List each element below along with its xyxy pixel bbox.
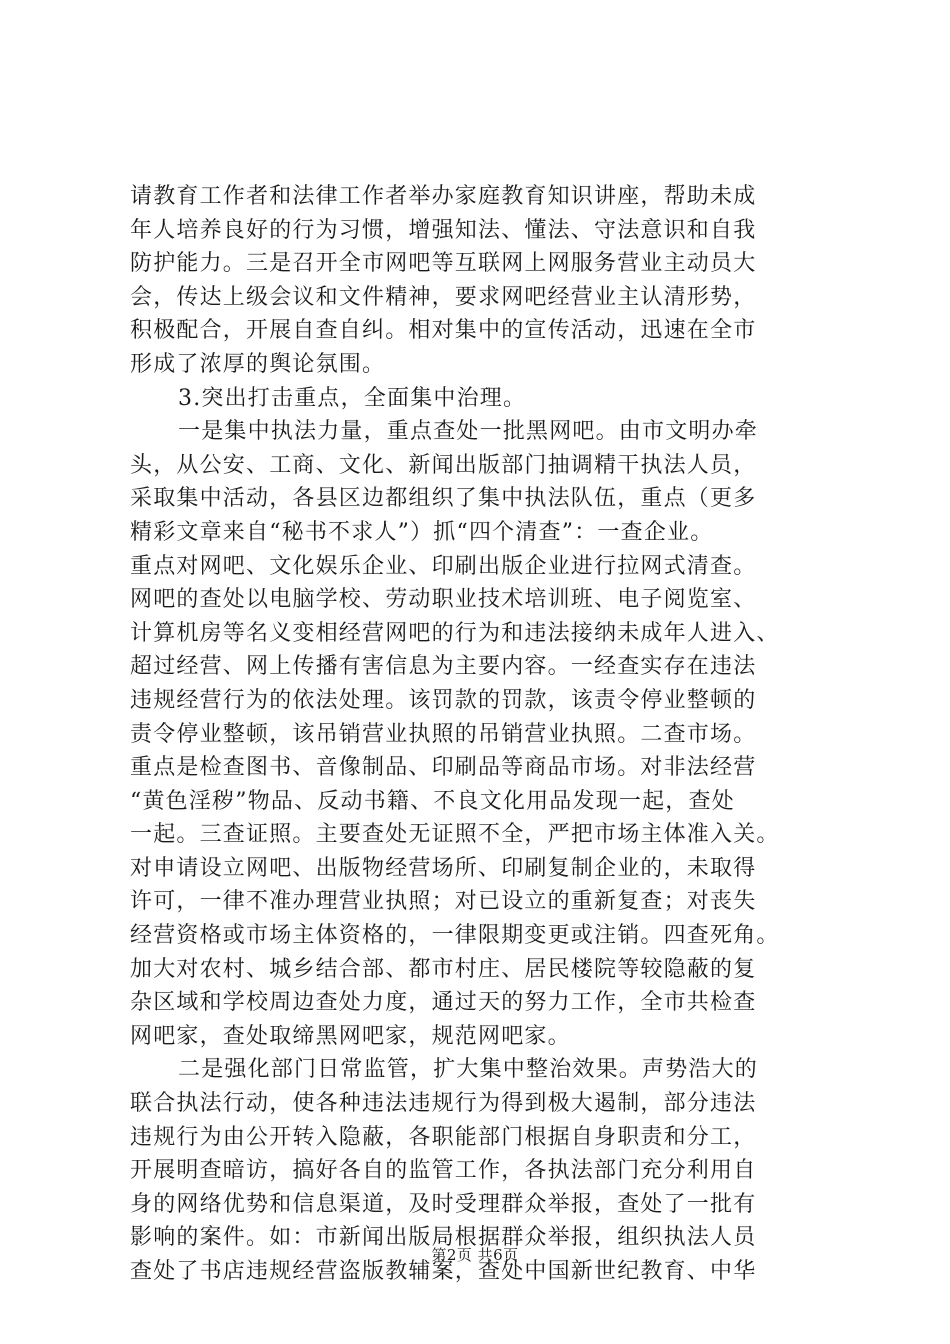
text-line: 形成了浓厚的舆论氛围。 [130,351,386,377]
text-line: 加大对农村、城乡结合部、都市村庄、居民楼院等较隐蔽的复 [130,956,757,982]
text-line: 影响的案件。如：市新闻出版局根据群众举报，组织执法人员 [130,1225,757,1251]
text-line: 查处了书店违规经营盗版教辅案，查处中国新世纪教育、中华 [130,1259,757,1284]
text-line: 联合执法行动，使各种违法违规行为得到极大遏制，部分违法 [130,1091,757,1117]
text-line: 年人培养良好的行为习惯，增强知法、懂法、守法意识和自我 [130,217,757,243]
text-line: 违规行为由公开转入隐蔽，各职能部门根据自身职责和分工， [130,1124,757,1150]
text-line: 采取集中活动，各县区边都组织了集中执法队伍，重点（更多 [130,486,757,512]
text-line: 一起。三查证照。主要查处无证照不全，严把市场主体准入关。 [130,822,780,848]
text-line: 经营资格或市场主体资格的，一律限期变更或注销。四查死角。 [130,923,780,949]
text-line: 积极配合，开展自查自纠。相对集中的宣传活动，迅速在全市 [130,318,757,344]
text-line: 精彩文章来自“秘书不求人”）抓“四个清查”：一查企业。 [130,519,714,545]
text-line: 重点是检查图书、音像制品、印刷品等商品市场。对非法经营 [130,755,757,781]
body-text [130,180,830,1289]
text-line: 杂区域和学校周边查处力度，通过天的努力工作，全市共检查 [130,990,757,1016]
text-line: 头，从公安、工商、文化、新闻出版部门抽调精干执法人员， [130,452,757,478]
paragraph-start-line: 二是强化部门日常监管，扩大集中整治效果。声势浩大的 [178,1057,759,1083]
text-line: 许可，一律不准办理营业执照；对已设立的重新复查；对丧失 [130,889,757,915]
text-line: 超过经营、网上传播有害信息为主要内容。一经查实存在违法 [130,654,757,680]
text-line: 防护能力。三是召开全市网吧等互联网上网服务营业主动员大 [130,251,757,277]
text-line: 会，传达上级会议和文件精神，要求网吧经营业主认清形势， [130,284,757,310]
text-line: 责令停业整顿，该吊销营业执照的吊销营业执照。二查市场。 [130,721,757,747]
text-line: 身的网络优势和信息渠道，及时受理群众举报，查处了一批有 [130,1191,757,1217]
text-line: 重点对网吧、文化娱乐企业、印刷出版企业进行拉网式清查。 [130,553,757,579]
text-line: “黄色淫秽”物品、反动书籍、不良文化用品发现一起，查处 [130,788,735,814]
text-line: 违规经营行为的依法处理。该罚款的罚款，该责令停业整顿的 [130,687,757,713]
text-line: 计算机房等名义变相经营网吧的行为和违法接纳未成年人进入、 [130,620,780,646]
paragraph-start-line: 一是集中执法力量，重点查处一批黑网吧。由市文明办牵 [178,419,759,445]
text-line: 请教育工作者和法律工作者举办家庭教育知识讲座，帮助未成 [130,184,757,209]
text-line: 网吧家，查处取缔黑网吧家，规范网吧家。 [130,1023,571,1049]
text-line: 网吧的查处以电脑学校、劳动职业技术培训班、电子阅览室、 [130,587,757,613]
page-number-footer: 第2页 共6页 [431,1246,519,1264]
text-line: 开展明查暗访，搞好各自的监管工作，各执法部门充分利用自 [130,1158,757,1184]
section-heading: 3.突出打击重点，全面集中治理。 [178,385,527,411]
text-line: 对申请设立网吧、出版物经营场所、印刷复制企业的，未取得 [130,855,757,881]
